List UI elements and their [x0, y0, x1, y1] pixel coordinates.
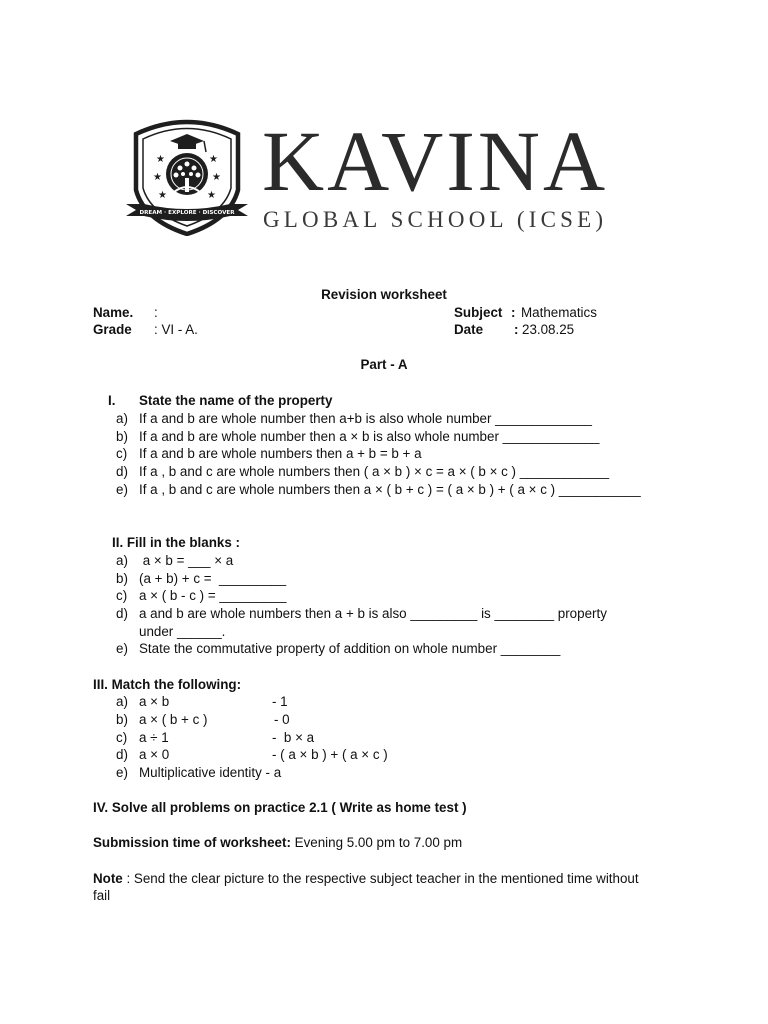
date-label: Date	[454, 322, 484, 337]
part-heading: Part - A	[360, 357, 408, 372]
section1-item-label: c)	[116, 446, 128, 461]
school-logo	[126, 112, 248, 236]
note-line	[93, 871, 639, 886]
section2-item-continuation: under ______.	[139, 624, 226, 639]
date-separator: :	[514, 322, 519, 337]
grade-value: : VI - A.	[154, 322, 198, 337]
match-item-left: a ÷ 1	[139, 730, 169, 745]
name-separator: :	[154, 305, 158, 320]
section2-item-text: a × ( b - c ) = _________	[139, 588, 287, 603]
svg-text:★: ★	[207, 190, 216, 201]
section1-number: I.	[108, 393, 116, 408]
match-item-left: a × ( b + c )	[139, 712, 208, 727]
section2-item-label: c)	[116, 588, 128, 603]
match-item-left: a × b	[139, 694, 170, 709]
section2-item-label: a)	[116, 553, 128, 568]
match-item-label: d)	[116, 747, 128, 762]
submission-value: Evening 5.00 pm to 7.00 pm	[290, 835, 463, 850]
section1-heading: State the name of the property	[139, 393, 333, 408]
section2-heading: II. Fill in the blanks :	[112, 535, 240, 550]
school-subtitle: GLOBAL SCHOOL (ICSE)	[263, 207, 608, 232]
section1-item-text: If a and b are whole numbers then a + b = b + a	[139, 446, 422, 461]
match-item-right: - 1	[272, 694, 288, 709]
match-item-label: c)	[116, 730, 128, 745]
grade-label: Grade	[93, 322, 132, 337]
match-item-left: Multiplicative identity - a	[139, 765, 282, 780]
section1-item-label: e)	[116, 482, 128, 497]
svg-text:DREAM · EXPLORE · DISCOVER: DREAM · EXPLORE · DISCOVER	[139, 210, 235, 216]
section1-item-text: If a and b are whole number then a+b is also whole number _____________	[139, 411, 592, 426]
name-label: Name.	[93, 305, 134, 320]
match-item-right: - b × a	[272, 730, 315, 745]
section2-item-text: State the commutative property of addition on whole number ________	[139, 641, 561, 656]
match-item-right: - 0	[274, 712, 290, 727]
section1-item-text: If a , b and c are whole numbers then ( a × b ) × c = a × ( b × c ) ____________	[139, 464, 610, 479]
section1-item-text: If a and b are whole number then a × b is also whole number _____________	[139, 429, 600, 444]
section2-item-text: (a + b) + c = _________	[139, 571, 287, 586]
svg-text:★: ★	[158, 190, 167, 201]
subject-value: Mathematics	[521, 305, 597, 320]
section4-heading: IV. Solve all problems on practice 2.1 ( Write as home test )	[93, 800, 467, 815]
match-item-label: e)	[116, 765, 128, 780]
match-item-left: a × 0	[139, 747, 170, 762]
subject-label: Subject	[454, 305, 503, 320]
date-value: 23.08.25	[522, 322, 575, 337]
match-item-label: b)	[116, 712, 128, 727]
section1-item-label: b)	[116, 429, 128, 444]
note-continuation: fail	[93, 888, 111, 903]
section2-item-label: e)	[116, 641, 128, 656]
match-item-right: - ( a × b ) + ( a × c )	[272, 747, 388, 762]
submission-label: Submission time of worksheet:	[93, 835, 291, 850]
section3-heading: III. Match the following:	[93, 677, 242, 692]
svg-text:★: ★	[153, 172, 162, 183]
svg-text:★: ★	[209, 154, 218, 165]
note-text: : Send the clear picture to the respective subject teacher in the mentioned time without	[122, 871, 639, 886]
subject-separator: :	[511, 305, 516, 320]
worksheet-title: Revision worksheet	[321, 287, 447, 302]
school-brand-name: KAVINA	[262, 113, 609, 209]
svg-text:★: ★	[156, 154, 165, 165]
section1-item-text: If a , b and c are whole numbers then a × ( b + c ) = ( a × b ) + ( a × c ) ___________	[139, 482, 641, 497]
submission-line	[93, 835, 462, 850]
section1-item-label: d)	[116, 464, 128, 479]
section2-item-text: a and b are whole numbers then a + b is also _________ is ________ property	[139, 606, 607, 621]
svg-text:★: ★	[212, 172, 221, 183]
note-label: Note	[93, 871, 123, 886]
section1-item-label: a)	[116, 411, 128, 426]
match-item-label: a)	[116, 694, 128, 709]
section2-item-label: b)	[116, 571, 128, 586]
section2-item-text: a × b = ___ × a	[139, 553, 234, 568]
section2-item-label: d)	[116, 606, 128, 621]
